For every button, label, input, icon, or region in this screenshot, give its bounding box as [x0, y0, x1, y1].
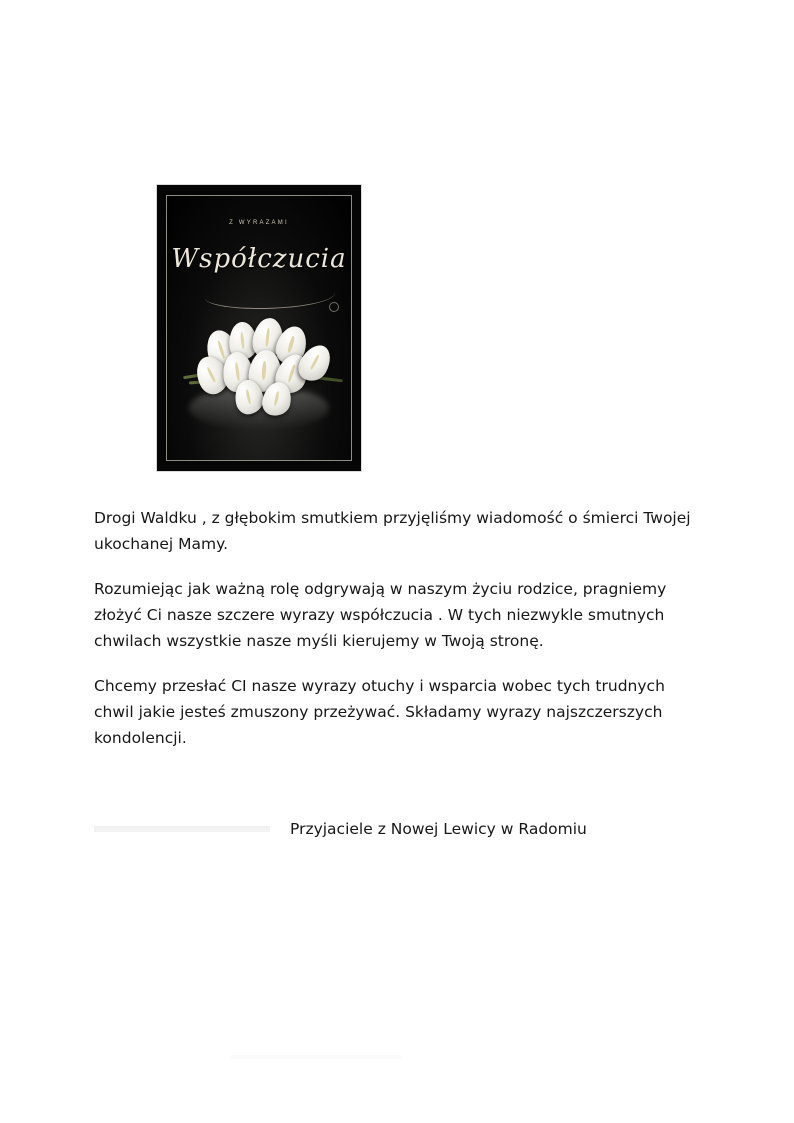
signature-text: Przyjaciele z Nowej Lewicy w Radomiu: [290, 820, 587, 838]
card-kicker-text: Z WYRAZAMI: [229, 220, 289, 226]
card-inner-frame: [166, 195, 352, 461]
letter-paragraph-3: Chcemy przesłać CI nasze wyrazy otuchy i wsparcia wobec tych trudnych chwil jakie jesteś zmuszony przeżywać. Składamy wyrazy najszczerszych kondolencji.: [94, 677, 665, 747]
letter-paragraph-2: Rozumiejąc jak ważną rolę odgrywają w naszym życiu rodzice, pragniemy złożyć Ci nasze szczere wyrazy współczucia . W tych niezwykle smutnych chwilach wszystkie nasze myśli kierujemy w Twoją stronę.: [94, 580, 667, 650]
signature-row: [94, 816, 694, 842]
letter-paragraph-1: Drogi Waldku , z głębokim smutkiem przyjęliśmy wiadomość o śmierci Twojej ukochanej Mamy.: [94, 509, 691, 553]
card-title-text: Współczucia: [171, 244, 347, 274]
condolence-card-image: [156, 184, 362, 472]
signature-rule: [94, 826, 270, 832]
page-artifact-mark: [231, 1055, 401, 1059]
letter-body: [94, 505, 694, 751]
calla-lily-bouquet: [167, 284, 351, 434]
